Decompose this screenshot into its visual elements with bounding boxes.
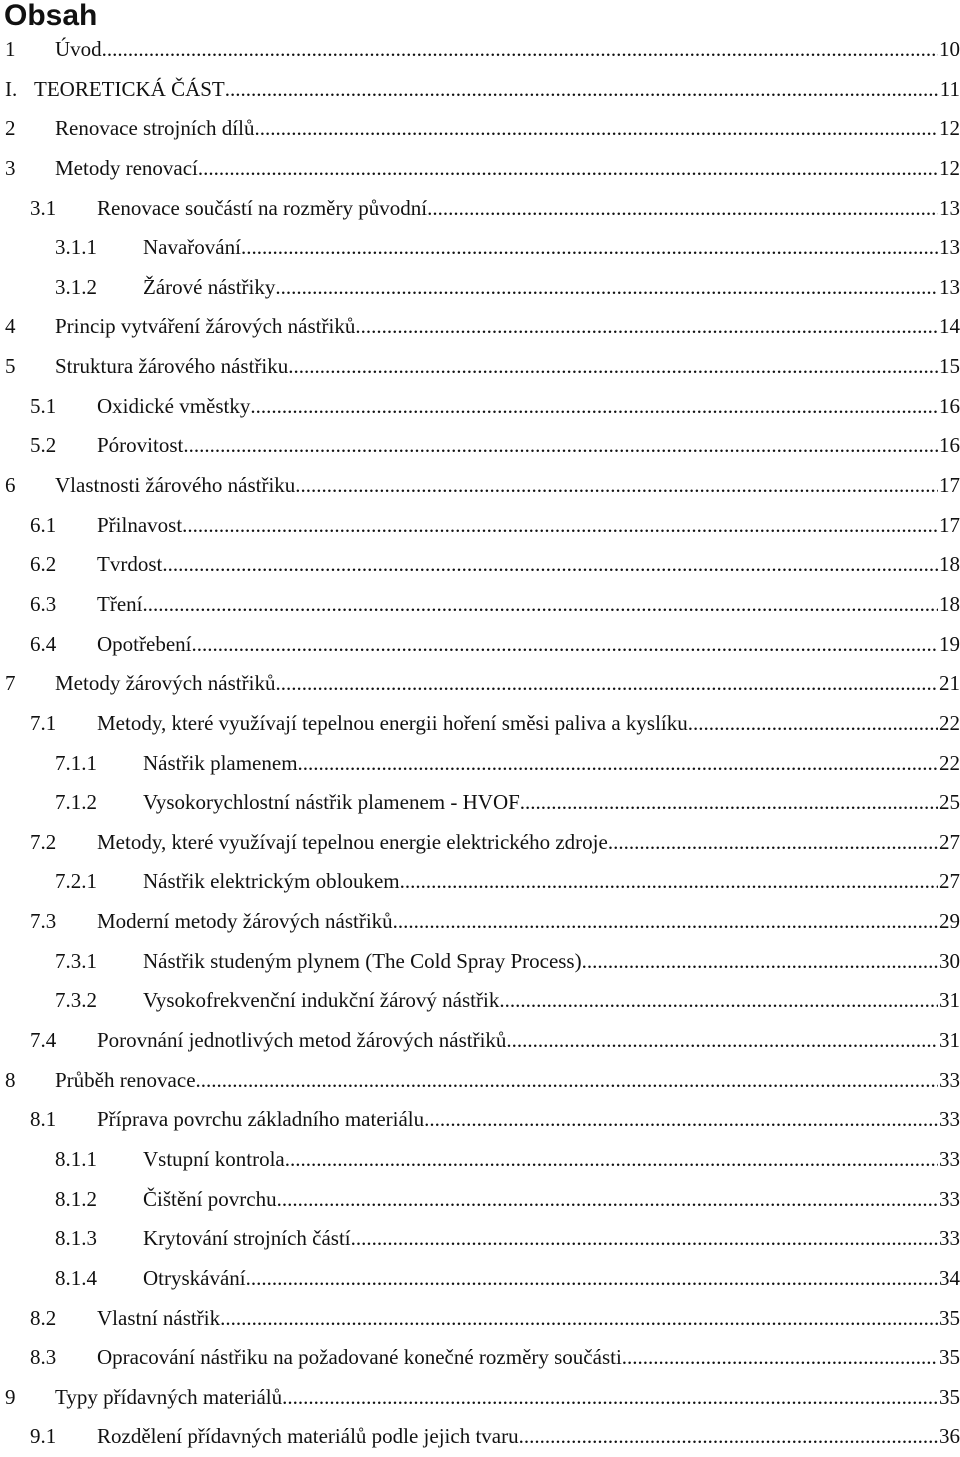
toc-entry[interactable] [0,823,960,863]
dot-leader [519,1417,938,1457]
dot-leader [275,268,938,308]
dot-leader [191,625,938,665]
toc-entry-title: Metody žárových nástřiků [55,671,276,696]
toc-entry-line [55,466,960,506]
toc-entry-line [143,981,960,1021]
toc-entry[interactable] [0,545,960,585]
toc-entry-title: Oxidické vměstky [97,393,251,418]
toc-entry-page-number: 10 [939,37,960,61]
table-of-contents [0,30,960,1457]
toc-entry-line [143,1140,960,1180]
toc-entry[interactable] [0,981,960,1021]
toc-entry[interactable] [0,189,960,229]
dot-leader [608,823,938,863]
toc-entry-number: 4 [5,314,16,339]
toc-entry[interactable] [0,1180,960,1220]
toc-entry-page-number: 16 [939,393,960,418]
toc-entry-title: Nástřik elektrickým obloukem [143,869,400,894]
toc-entry-title: Metody, které využívají tepelnou energie elektrického zdroje [97,829,608,854]
toc-entry[interactable] [0,704,960,744]
toc-entry-page-number: 22 [939,710,960,735]
toc-entry-number: 5.1 [30,393,57,418]
toc-entry-page-number: 18 [939,591,960,616]
toc-entry-number: 7.3.1 [55,948,97,973]
toc-entry-line [143,744,960,784]
toc-entry-title: Vlastnosti žárového nástřiku [55,473,296,498]
toc-entry[interactable] [0,1021,960,1061]
toc-entry-page-number: 33 [939,1186,960,1211]
toc-entry-title: Vysokofrekvenční indukční žárový nástřik [143,988,500,1013]
toc-entry-title: Příprava povrchu základního materiálu [97,1107,425,1132]
toc-entry-number: I. [5,76,18,101]
dot-leader [250,387,938,427]
toc-entry-number: 7.4 [30,1028,57,1053]
toc-entry-number: 2 [5,116,16,141]
toc-entry-page-number: 36 [939,1424,960,1449]
toc-entry-line [55,1378,960,1418]
toc-entry[interactable] [0,585,960,625]
toc-entry-line [143,268,960,308]
dot-leader [582,942,938,982]
toc-entry-page-number: 11 [939,76,960,101]
toc-entry-number: 3 [5,155,16,180]
dot-leader [400,862,938,902]
toc-entry-line [143,1219,960,1259]
toc-entry-page-number: 35 [939,1345,960,1370]
dot-leader [246,1259,938,1299]
toc-entry-number: 9 [5,1384,16,1409]
toc-entry-page-number: 19 [939,631,960,656]
toc-entry-title: Přilnavost [97,512,183,537]
dot-leader [254,109,938,149]
toc-entry[interactable] [0,783,960,823]
toc-entry-line [55,30,960,70]
toc-entry-line [97,1417,960,1457]
toc-entry-line [143,783,960,823]
dot-leader [275,664,938,704]
toc-entry[interactable] [0,1417,960,1457]
toc-entry[interactable] [0,307,960,347]
toc-entry-title: Krytování strojních částí [143,1226,351,1251]
toc-entry-number: 8.3 [30,1345,57,1370]
dot-leader [241,228,938,268]
toc-entry[interactable] [0,1299,960,1339]
page-title: Obsah [4,0,98,32]
toc-entry-number: 6.3 [30,591,57,616]
toc-entry-line [97,189,960,229]
toc-entry-title: Struktura žárového nástřiku [55,354,289,379]
toc-entry-title: Nástřik studeným plynem (The Cold Spray Process) [143,948,582,973]
toc-entry-number: 3.1 [30,195,57,220]
toc-entry-number: 8.1.3 [55,1226,97,1251]
toc-entry-number: 1 [5,37,16,61]
toc-entry-title: Průběh renovace [55,1067,196,1092]
toc-entry-number: 6 [5,473,16,498]
toc-entry-page-number: 14 [939,314,960,339]
toc-entry-number: 8.1.4 [55,1265,97,1290]
toc-entry-title: Metody, které využívají tepelnou energii hoření směsi paliva a kyslíku [97,710,688,735]
toc-entry-number: 5 [5,354,16,379]
toc-entry-line [97,506,960,546]
toc-entry[interactable] [0,228,960,268]
toc-entry-number: 3.1.2 [55,274,97,299]
toc-entry-number: 8.1.2 [55,1186,97,1211]
toc-entry-line [97,387,960,427]
toc-entry-page-number: 15 [939,354,960,379]
toc-entry-number: 7.2 [30,829,57,854]
toc-entry-line [97,1100,960,1140]
toc-entry-line [55,109,960,149]
toc-entry-number: 7.1.2 [55,790,97,815]
toc-entry-title: Vysokorychlostní nástřik plamenem - HVOF [143,790,520,815]
toc-entry[interactable] [0,1219,960,1259]
dot-leader [196,1061,938,1101]
toc-entry-title: Otryskávání [143,1265,246,1290]
toc-entry-title: Renovace strojních dílů [55,116,255,141]
dot-leader [142,585,938,625]
toc-entry-page-number: 33 [939,1067,960,1092]
toc-entry-line [143,228,960,268]
dot-leader [183,426,938,466]
toc-entry-title: Opotřebení [97,631,192,656]
dot-leader [162,545,938,585]
toc-entry[interactable] [0,506,960,546]
toc-entry-number: 5.2 [30,433,57,458]
toc-entry-page-number: 31 [939,1028,960,1053]
toc-entry-page-number: 34 [939,1265,960,1290]
toc-entry-title: Pórovitost [97,433,184,458]
toc-entry[interactable] [0,1061,960,1101]
toc-entry-page-number: 21 [939,671,960,696]
toc-entry-page-number: 35 [939,1384,960,1409]
toc-entry-number: 7.1.1 [55,750,97,775]
toc-entry[interactable] [0,1259,960,1299]
toc-entry-title: Navařování [143,235,241,260]
dot-leader [277,1180,938,1220]
toc-entry-title: Tvrdost [97,552,163,577]
toc-entry-title: Porovnání jednotlivých metod žárových nástřiků [97,1028,507,1053]
toc-entry-title: Žárové nástřiky [143,274,276,299]
dot-leader [102,30,938,70]
toc-entry-title: Vlastní nástřik [97,1305,221,1330]
toc-entry-line [97,1021,960,1061]
toc-entry-page-number: 30 [939,948,960,973]
toc-entry[interactable] [0,1140,960,1180]
toc-entry[interactable] [0,625,960,665]
toc-entry-line [55,149,960,189]
toc-entry-line [143,862,960,902]
toc-entry[interactable] [0,347,960,387]
toc-entry-page-number: 29 [939,909,960,934]
toc-entry-line [97,545,960,585]
toc-entry[interactable] [0,426,960,466]
toc-entry-page-number: 17 [939,473,960,498]
toc-entry-title: Nástřik plamenem [143,750,298,775]
dot-leader [220,1299,938,1339]
toc-entry-page-number: 12 [939,116,960,141]
toc-entry-number: 6.1 [30,512,57,537]
toc-entry-page-number: 22 [939,750,960,775]
toc-entry-title: Čištění povrchu [143,1186,277,1211]
dot-leader [622,1338,938,1378]
toc-entry-number: 7 [5,671,16,696]
toc-entry-number: 7.1 [30,710,57,735]
toc-entry-title: TEORETICKÁ ČÁST [34,76,225,101]
dot-leader [225,70,939,110]
toc-entry-page-number: 33 [939,1146,960,1171]
toc-entry-number: 8.1 [30,1107,57,1132]
dot-leader [285,1140,938,1180]
toc-entry[interactable] [0,466,960,506]
toc-entry-line [55,307,960,347]
dot-leader [282,1378,938,1418]
dot-leader [182,506,938,546]
toc-entry[interactable] [0,30,960,70]
toc-entry-number: 8.2 [30,1305,57,1330]
toc-entry[interactable] [0,1378,960,1418]
toc-entry-page-number: 12 [939,155,960,180]
toc-entry-number: 3.1.1 [55,235,97,260]
toc-entry-line [55,664,960,704]
toc-entry-title: Moderní metody žárových nástřiků [97,909,393,934]
dot-leader [427,189,938,229]
toc-entry-title: Princip vytváření žárových nástřiků [55,314,356,339]
toc-entry-page-number: 25 [939,790,960,815]
toc-entry-title: Tření [97,591,143,616]
toc-entry-title: Typy přídavných materiálů [55,1384,283,1409]
toc-entry-line [143,1180,960,1220]
toc-entry-title: Renovace součástí na rozměry původní [97,195,428,220]
dot-leader [355,307,938,347]
toc-entry[interactable] [0,1338,960,1378]
toc-entry-line [97,1299,960,1339]
dot-leader [393,902,938,942]
toc-entry-page-number: 35 [939,1305,960,1330]
toc-entry[interactable] [0,109,960,149]
toc-entry-page-number: 31 [939,988,960,1013]
toc-entry-line [97,902,960,942]
dot-leader [295,466,938,506]
toc-entry[interactable] [0,268,960,308]
toc-entry[interactable] [0,149,960,189]
toc-entry[interactable] [0,664,960,704]
toc-entry-page-number: 13 [939,274,960,299]
toc-entry-page-number: 17 [939,512,960,537]
toc-entry-page-number: 18 [939,552,960,577]
toc-entry-line [97,1338,960,1378]
dot-leader [499,981,938,1021]
dot-leader [424,1100,938,1140]
toc-entry-title: Metody renovací [55,155,198,180]
toc-entry[interactable] [0,744,960,784]
toc-entry-line [34,70,960,110]
toc-entry-line [143,942,960,982]
toc-entry-title: Úvod [55,37,102,61]
toc-entry-page-number: 16 [939,433,960,458]
dot-leader [688,704,938,744]
toc-entry[interactable] [0,942,960,982]
toc-entry-number: 7.3.2 [55,988,97,1013]
toc-entry[interactable] [0,70,960,110]
toc-entry[interactable] [0,862,960,902]
toc-entry-number: 9.1 [30,1424,57,1449]
toc-entry-page-number: 13 [939,195,960,220]
toc-entry-title: Opracování nástřiku na požadované konečné rozměry součásti [97,1345,622,1370]
toc-entry[interactable] [0,902,960,942]
toc-entry-title: Rozdělení přídavných materiálů podle jejich tvaru [97,1424,519,1449]
toc-entry-line [97,625,960,665]
dot-leader [520,783,938,823]
toc-entry-line [55,1061,960,1101]
toc-entry-number: 8 [5,1067,16,1092]
toc-entry[interactable] [0,1100,960,1140]
toc-entry-page-number: 33 [939,1226,960,1251]
toc-entry[interactable] [0,387,960,427]
toc-entry-number: 8.1.1 [55,1146,97,1171]
toc-entry-number: 7.3 [30,909,57,934]
toc-entry-number: 7.2.1 [55,869,97,894]
toc-entry-number: 6.2 [30,552,57,577]
toc-entry-line [97,704,960,744]
toc-entry-title: Vstupní kontrola [143,1146,285,1171]
dot-leader [198,149,938,189]
toc-entry-line [97,823,960,863]
toc-entry-page-number: 27 [939,869,960,894]
dot-leader [288,347,938,387]
toc-entry-line [97,426,960,466]
toc-entry-page-number: 27 [939,829,960,854]
toc-entry-number: 6.4 [30,631,57,656]
toc-entry-page-number: 13 [939,235,960,260]
toc-entry-line [55,347,960,387]
toc-entry-page-number: 33 [939,1107,960,1132]
dot-leader [298,744,938,784]
dot-leader [506,1021,938,1061]
toc-entry-line [143,1259,960,1299]
toc-entry-line [97,585,960,625]
dot-leader [351,1219,938,1259]
